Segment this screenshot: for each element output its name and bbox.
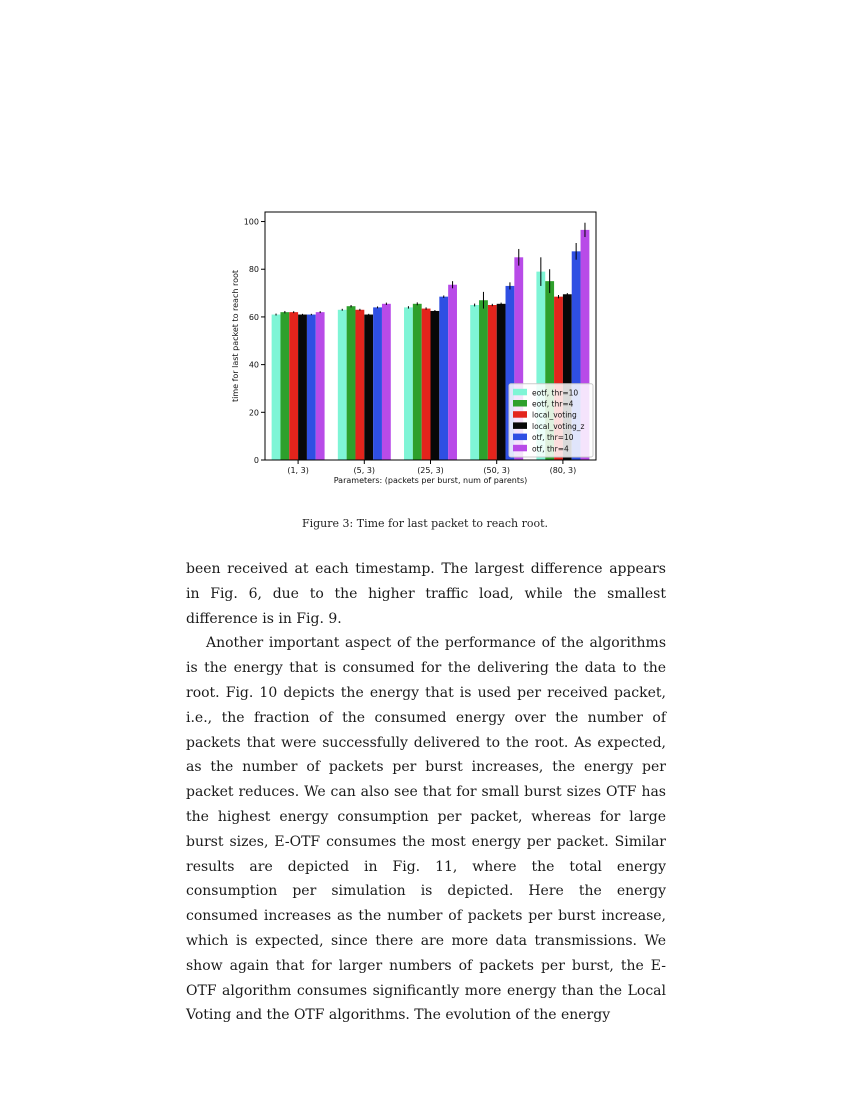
y-tick-label: 100	[243, 217, 259, 227]
y-axis-label: time for last packet to reach root	[231, 269, 240, 403]
y-tick-label: 80	[248, 265, 259, 275]
x-tick-label: (25, 3)	[417, 466, 444, 475]
y-tick-label: 60	[248, 312, 259, 322]
bar	[404, 307, 413, 460]
bar	[280, 312, 289, 460]
legend-swatch	[513, 422, 527, 429]
x-tick-label: (50, 3)	[483, 466, 511, 475]
bar	[364, 315, 373, 460]
bar	[470, 305, 479, 460]
y-tick-label: 20	[248, 408, 259, 418]
y-tick-label: 40	[248, 360, 259, 370]
bar	[355, 310, 364, 460]
legend-swatch	[513, 411, 527, 418]
legend-label: local_voting	[532, 410, 577, 420]
paragraph: Another important aspect of the performance of the algorithms is the energy that is consumed for the delivering the data to the root. Fig. 10 depicts the energy that is used per received packet, i.e., the fraction of the consumed energy over the number of packets that were successfully delivered to the root. As expected, as the number of packets per burst increases, the energy per packet reduces. We can also see that for small burst sizes OTF has the highest energy consumption per packet, whereas for large burst sizes, E-OTF consumes the most energy per packet. Similar results are depicted in Fig. 11, where the total energy consumption per simulation is depicted. Here the energy consumed increases as the number of packets per burst increase, which is expected, since there are more data transmissions. We show again that for larger numbers of packets per burst, the E-OTF algorithm consumes significantly more energy than the Local Voting and the OTF algorithms. The evolution of the energy	[186, 635, 666, 1024]
legend-label: otf, thr=4	[532, 444, 569, 454]
bar	[413, 304, 422, 460]
legend-swatch	[513, 434, 527, 441]
bar	[289, 312, 298, 460]
bar	[439, 297, 448, 460]
bar	[382, 304, 391, 460]
x-tick-label: (80, 3)	[549, 466, 577, 475]
bar	[422, 309, 431, 460]
bar-chart	[220, 200, 620, 500]
bar	[272, 315, 281, 460]
x-axis-label: Parameters: (packets per burst, num of parents)	[333, 476, 528, 485]
x-tick-label: (1, 3)	[287, 466, 309, 475]
bar	[488, 305, 497, 460]
bar	[479, 300, 488, 460]
bar	[347, 306, 356, 460]
bar	[298, 315, 307, 460]
bar	[338, 310, 347, 460]
x-tick-label: (5, 3)	[353, 466, 376, 475]
figure-caption: Figure 3: Time for last packet to reach root.	[301, 517, 548, 530]
legend-label: eotf, thr=4	[532, 399, 574, 409]
legend-label: local_voting_z	[532, 421, 585, 431]
bar	[497, 304, 506, 460]
paragraph: been received at each timestamp. The largest difference appears in Fig. 6, due to the higher traffic load, while the smallest difference is in Fig. 9.	[186, 561, 666, 627]
body-text	[186, 557, 666, 1028]
bar	[431, 311, 440, 460]
legend-swatch	[513, 389, 527, 396]
bar	[316, 312, 325, 460]
bar	[448, 285, 457, 460]
legend-swatch	[513, 445, 527, 452]
legend-swatch	[513, 400, 527, 407]
bar	[373, 307, 382, 460]
legend-label: otf, thr=10	[532, 433, 574, 443]
legend-label: eotf, thr=10	[532, 388, 579, 398]
y-tick-label: 0	[253, 456, 259, 465]
bar	[307, 315, 316, 460]
